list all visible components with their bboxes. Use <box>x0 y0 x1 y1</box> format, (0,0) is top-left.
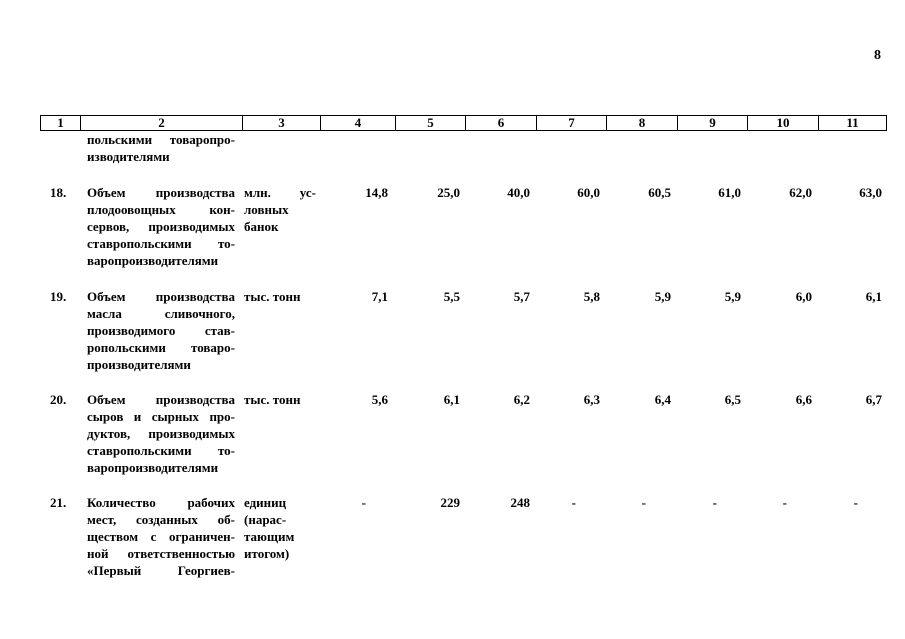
value-cell: - <box>571 495 576 510</box>
unit-line: тающим <box>244 529 295 544</box>
name-line: сыров и сырных про- <box>87 409 235 424</box>
value-cell: 25,0 <box>437 185 460 200</box>
name-line: «Первый Георгиев- <box>87 563 235 578</box>
value-cell: 5,9 <box>724 289 741 304</box>
value-cell: 40,0 <box>507 185 530 200</box>
value-cell: - <box>712 495 717 510</box>
row-unit <box>244 288 316 305</box>
header-col-8: 8 <box>606 116 677 130</box>
value-cell: 6,2 <box>513 392 530 407</box>
header-col-10: 10 <box>747 116 818 130</box>
value-cell: 62,0 <box>789 185 812 200</box>
value-cell: 61,0 <box>718 185 741 200</box>
unit-line: единиц <box>244 495 287 510</box>
value-cell: 6,1 <box>443 392 460 407</box>
unit-line: млн. ус- <box>244 185 316 200</box>
name-line: ставропольскими то- <box>87 443 235 458</box>
name-line: Объем производства <box>87 185 235 200</box>
row-number: 20. <box>50 392 67 407</box>
value-cell: 5,8 <box>583 289 600 304</box>
header-col-11: 11 <box>818 116 886 130</box>
value-cell: 6,0 <box>795 289 812 304</box>
name-line: ропольскими товаро- <box>87 340 235 355</box>
continuation-line: изводителями <box>87 149 170 164</box>
value-cell: 5,7 <box>513 289 530 304</box>
unit-line: итогом) <box>244 546 290 561</box>
name-line: производимого став- <box>87 323 235 338</box>
unit-line: банок <box>244 219 279 234</box>
name-line: ной ответственностью <box>87 546 235 561</box>
name-line: плодоовощных кон- <box>87 202 235 217</box>
value-cell: - <box>782 495 787 510</box>
value-cell: 6,4 <box>654 392 671 407</box>
name-line: ществом с ограничен- <box>87 529 235 544</box>
name-line: Объем производства <box>87 289 235 304</box>
unit-line: ловных <box>244 202 289 217</box>
header-col-3: 3 <box>242 116 320 130</box>
header-col-1: 1 <box>57 115 64 130</box>
row-number: 19. <box>50 289 67 304</box>
column-number-header <box>40 115 887 131</box>
value-cell: 5,5 <box>443 289 460 304</box>
value-cell: 5,9 <box>654 289 671 304</box>
name-line: мест, созданных об- <box>87 512 235 527</box>
header-col-4: 4 <box>320 116 395 130</box>
row-indicator-name <box>87 288 235 373</box>
row-indicator-name <box>87 494 235 579</box>
value-cell: 14,8 <box>365 185 388 200</box>
value-cell: 60,0 <box>577 185 600 200</box>
value-cell: 6,5 <box>724 392 741 407</box>
value-cell: 248 <box>510 495 530 510</box>
header-col-9: 9 <box>677 116 747 130</box>
value-cell: 6,6 <box>795 392 812 407</box>
name-line: варопроизводителями <box>87 253 219 268</box>
value-cell: - <box>361 495 366 510</box>
value-cell: 63,0 <box>859 185 882 200</box>
header-col-2: 2 <box>80 116 242 130</box>
row-number: 18. <box>50 185 67 200</box>
row-unit <box>244 184 316 235</box>
name-line: ставропольскими то- <box>87 236 235 251</box>
continuation-text <box>87 131 235 165</box>
value-cell: - <box>641 495 646 510</box>
value-cell: 60,5 <box>648 185 671 200</box>
header-col-7: 7 <box>536 116 606 130</box>
value-cell: 6,7 <box>865 392 882 407</box>
row-indicator-name <box>87 184 235 269</box>
header-col-6: 6 <box>465 116 536 130</box>
name-line: сервов, производимых <box>87 219 235 234</box>
value-cell: 229 <box>440 495 460 510</box>
name-line: Объем производства <box>87 392 235 407</box>
unit-line: (нарас- <box>244 512 287 527</box>
unit-line: тыс. тонн <box>244 392 301 407</box>
name-line: масла сливочного, <box>87 306 235 321</box>
row-unit <box>244 391 316 408</box>
header-col-5: 5 <box>395 116 465 130</box>
value-cell: - <box>853 495 858 510</box>
name-line: варопроизводителями <box>87 460 219 475</box>
name-line: дуктов, производимых <box>87 426 235 441</box>
name-line: Количество рабочих <box>87 495 235 510</box>
value-cell: 6,3 <box>583 392 600 407</box>
value-cell: 5,6 <box>371 392 388 407</box>
name-line: производителями <box>87 357 191 372</box>
unit-line: тыс. тонн <box>244 289 301 304</box>
value-cell: 6,1 <box>865 289 882 304</box>
page-number: 8 <box>874 48 881 63</box>
row-number: 21. <box>50 495 67 510</box>
value-cell: 7,1 <box>371 289 388 304</box>
row-indicator-name <box>87 391 235 476</box>
continuation-line: польскими товаропро- <box>87 132 235 147</box>
